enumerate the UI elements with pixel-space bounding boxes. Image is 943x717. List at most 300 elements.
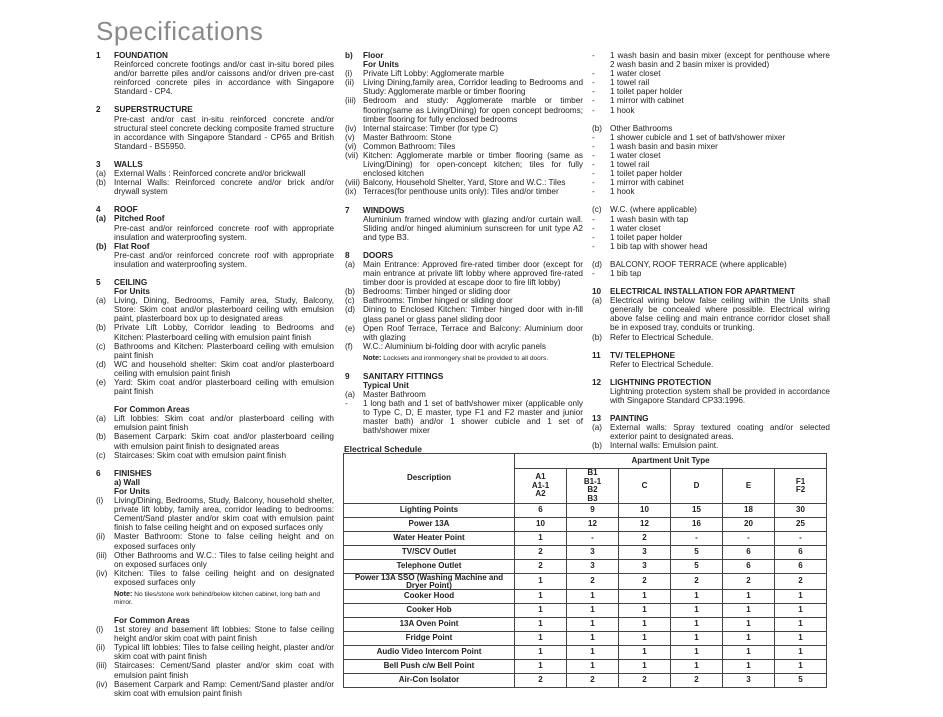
list-item (592, 233, 830, 242)
item-label: (f) (345, 341, 353, 351)
cell-value: 2 (619, 674, 671, 688)
item-text: W.C.: Aluminium bi-folding door with acrylic panels (363, 341, 546, 351)
section-number: 10 (592, 287, 602, 297)
list-item (345, 342, 583, 351)
item-label: (ii) (96, 532, 106, 542)
item-text: 1 shower cubicle and 1 set of bath/shower mixer (610, 132, 786, 142)
item-label: (v) (345, 132, 355, 142)
item-label: - (592, 160, 595, 170)
table-row (344, 660, 827, 674)
master-bathroom-continued (592, 51, 830, 115)
cell-value: 1 (515, 632, 567, 646)
unit-type-label: F1 (795, 476, 806, 486)
item-label: - (592, 87, 595, 97)
cell-value: 6 (775, 560, 827, 574)
row-description: Cooker Hob (344, 604, 515, 618)
list-item (96, 661, 334, 679)
cell-value: 1 (775, 590, 827, 604)
item-text: 1 mirror with cabinet (610, 96, 684, 106)
unit-type-label: A2 (535, 489, 546, 499)
item-label: (d) (592, 259, 603, 269)
unit-type-label: C (641, 480, 648, 490)
subheading: a) Wall (114, 477, 141, 487)
cell-value: 3 (567, 546, 619, 560)
section-number: 11 (592, 350, 601, 360)
section-number: 3 (96, 159, 101, 169)
table-row (344, 674, 827, 688)
section-foundation (96, 51, 334, 96)
section-body: Refer to Electrical Schedule. (610, 359, 714, 369)
item-label: (iii) (96, 550, 107, 560)
section-sanitary-fittings (345, 372, 583, 436)
note-text: Locksets and ironmongery shall be provided to all doors. (383, 354, 549, 362)
list-item (96, 569, 334, 587)
cell-value: 25 (775, 518, 827, 532)
column-2 (345, 51, 583, 445)
item-text: Typical lift lobbies: Tiles to false ceiling height, plaster and/or skim coat with paint finish (114, 643, 334, 662)
table-row (344, 604, 827, 618)
section-finishes (96, 469, 334, 698)
item-label: - (592, 187, 595, 197)
item-text: Dining to Enclosed Kitchen: Timber hinged door with in-fill glass panel or glass panel sliding door (363, 305, 583, 324)
list-item (345, 324, 583, 342)
section-number: 5 (96, 277, 101, 287)
item-text: Lift lobbies: Skim coat and/or plasterboard ceiling with emulsion paint finish (114, 414, 334, 433)
cell-value: 2 (515, 560, 567, 574)
section-title: WINDOWS (363, 205, 405, 215)
item-text: Bedroom and study: Agglomerate marble or timber flooring(same as Living/Dining) for open concept bedrooms; timber flooring for fully enclosed bedrooms (363, 96, 583, 124)
list-item (96, 643, 334, 661)
list-item (96, 432, 334, 450)
table-row (344, 518, 827, 532)
group-header: Apartment Unit Type (515, 454, 827, 469)
cell-value: 5 (671, 546, 723, 560)
table-row (344, 590, 827, 604)
fittings-group (592, 205, 830, 250)
list-item (345, 78, 583, 96)
section-title: Floor (363, 51, 384, 60)
cell-value: 2 (671, 574, 723, 590)
list-item (96, 178, 334, 196)
item-label: (a) (96, 414, 107, 424)
list-item (592, 69, 830, 78)
section-number: 7 (345, 205, 350, 215)
section-body: Reinforced concrete footings and/or cast in-situ bored piles and/or barrette piles and/or caissons and/or driven pre-cast reinforced concrete piles in accordance with Singapore Standard - CP4. (114, 60, 334, 97)
item-label: - (592, 169, 595, 179)
cell-value: 1 (567, 618, 619, 632)
table-row (344, 632, 827, 646)
cell-value: 2 (619, 532, 671, 546)
subheading: Typical Unit (363, 381, 409, 390)
item-label: (a) (96, 296, 107, 306)
row-description: Power 13A SSO (Washing Machine and Dryer Point) (344, 574, 515, 590)
item-label: - (592, 141, 595, 151)
cell-value: 16 (671, 518, 723, 532)
item-label: (vii) (345, 151, 359, 161)
section-number: 6 (96, 468, 101, 478)
section-number: 2 (96, 105, 101, 115)
cell-value: 6 (775, 546, 827, 560)
unit-type-header (723, 469, 775, 504)
item-text: 1 toilet paper holder (610, 169, 683, 179)
row-description: Water Heater Point (344, 532, 515, 546)
list-item (345, 390, 583, 399)
list-item (96, 378, 334, 396)
table-row (344, 504, 827, 518)
electrical-schedule-title: Electrical Schedule (344, 444, 422, 454)
table-row (344, 618, 827, 632)
spacer (96, 396, 334, 405)
item-text: Living, Dining, Bedrooms, Family area, Study, Balcony, Store: Skim coat and/or plasterboard ceiling with emulsion paint, plasterboard box up to designated areas (114, 296, 334, 324)
item-text: External Walls : Reinforced concrete and/or brickwall (114, 169, 306, 179)
item-label: (a) (96, 169, 107, 179)
cell-value: 1 (619, 604, 671, 618)
list-item (96, 532, 334, 550)
table-row (344, 646, 827, 660)
cell-value: 1 (567, 646, 619, 660)
list-item (592, 178, 830, 187)
section-body: Aluminium framed window with glazing and/or curtain wall. Sliding and/or hinged aluminium sunscreen for unit type A2 and type B3. (363, 214, 583, 242)
item-text: Balcony, Household Shelter, Yard, Store and W.C.: Tiles (363, 178, 566, 188)
item-text: Refer to Electrical Schedule. (610, 332, 714, 342)
unit-type-header (775, 469, 827, 504)
list-item (592, 242, 830, 251)
section-number: 4 (96, 205, 101, 215)
item-text: 1 water closet (610, 223, 661, 233)
cell-value: 1 (515, 604, 567, 618)
section-title: DOORS (363, 250, 394, 260)
section-heading (592, 287, 830, 296)
list-item (96, 680, 334, 698)
cell-value: 1 (619, 632, 671, 646)
row-description: 13A Oven Point (344, 618, 515, 632)
item-text: Kitchen: Tiles to false ceiling height and on designated exposed surfaces only (114, 568, 334, 587)
cell-value: 1 (515, 660, 567, 674)
cell-value: 1 (567, 660, 619, 674)
cell-value: 3 (619, 560, 671, 574)
cell-value: 12 (619, 518, 671, 532)
item-text: Common Bathroom: Tiles (363, 141, 456, 151)
list-item (345, 142, 583, 151)
list-item (592, 260, 830, 269)
cell-value: 1 (567, 590, 619, 604)
list-item (345, 151, 583, 178)
item-text: Master Bathroom: Stone (363, 132, 452, 142)
cell-value: 2 (567, 574, 619, 590)
section-heading (96, 469, 334, 478)
item-label: - (592, 132, 595, 142)
section-number: 9 (345, 371, 350, 381)
item-label: (i) (96, 496, 104, 506)
item-label: - (592, 69, 595, 79)
item-text: Master Bathroom: Stone to false ceiling height and on exposed surfaces only (114, 532, 334, 551)
row-description: TV/SCV Outlet (344, 546, 515, 560)
item-text: 1 wash basin and basin mixer (except for penthouse where 2 wash basin and 2 basin mixer is provided) (610, 51, 830, 70)
unit-type-label: B3 (587, 493, 598, 503)
section-painting (592, 414, 830, 450)
unit-type-label: A1 (535, 472, 546, 482)
cell-value: 18 (723, 504, 775, 518)
roof-subheading (96, 242, 334, 251)
list-item (592, 296, 830, 332)
list-item (592, 187, 830, 196)
item-label: (vi) (345, 141, 357, 151)
section-roof (96, 205, 334, 269)
cell-value: 1 (671, 604, 723, 618)
subheading: For Common Areas (114, 405, 190, 415)
cell-value: 2 (567, 674, 619, 688)
cell-value: 1 (567, 632, 619, 646)
list-item (96, 625, 334, 643)
cell-value: 3 (619, 546, 671, 560)
item-label: (b) (96, 323, 107, 333)
item-label: (b) (96, 432, 107, 442)
item-text: 1 water closet (610, 69, 661, 79)
table-row (344, 560, 827, 574)
cell-value: 3 (723, 674, 775, 688)
item-label: (a) (345, 259, 356, 269)
item-text: Yard: Skim coat and/or plasterboard ceiling with emulsion paint finish (114, 378, 334, 397)
section-tv-telephone (592, 351, 830, 369)
item-label: - (592, 178, 595, 188)
unit-type-header (619, 469, 671, 504)
section-heading (96, 105, 334, 114)
cell-value: 2 (723, 574, 775, 590)
item-text: Other Bathrooms (610, 123, 673, 133)
item-text: Basement Carpark and Ramp: Cement/Sand plaster and/or skim coat with emulsion paint finish (114, 679, 334, 698)
section-number: 12 (592, 377, 602, 387)
unit-type-header (671, 469, 723, 504)
item-text: Private Lift Lobby: Agglomerate marble (363, 69, 505, 79)
cell-value: 30 (775, 504, 827, 518)
cell-value: 2 (775, 574, 827, 590)
cell-value: 3 (567, 560, 619, 574)
list-item (345, 260, 583, 287)
item-label: (a) (345, 390, 356, 400)
electrical-schedule-table (343, 453, 827, 688)
item-text: Terraces(for penthouse units only): Tiles and/or timber (363, 187, 559, 197)
list-item (345, 399, 583, 435)
item-label: (d) (345, 305, 356, 315)
item-text: 1 wash basin and basin mixer (610, 141, 718, 151)
spacer (96, 607, 334, 616)
list-item (592, 441, 830, 450)
item-text: Staircases: Cement/Sand plaster and/or skim coat with emulsion paint finish (114, 661, 334, 680)
section-heading (96, 51, 334, 60)
item-label: (iv) (96, 568, 108, 578)
item-label: (iii) (345, 96, 356, 106)
cell-value: 1 (619, 660, 671, 674)
item-text: 1 hook (610, 187, 635, 197)
list-item (592, 224, 830, 233)
cell-value: 9 (567, 504, 619, 518)
section-title: SUPERSTRUCTURE (114, 105, 193, 115)
item-label: (b) (592, 332, 603, 342)
cell-value: 10 (619, 504, 671, 518)
list-item (96, 496, 334, 532)
cell-value: 1 (671, 618, 723, 632)
item-text: 1 mirror with cabinet (610, 178, 684, 188)
section-heading (592, 414, 830, 423)
item-text: Electrical wiring below false ceiling within the Units shall generally be concealed where possible. Electrical wiring above false ceiling and main entrance corridor closet shall be in exposed tray, conduits or trunking. (610, 296, 830, 333)
item-label: (e) (345, 323, 356, 333)
list-item (96, 323, 334, 341)
section-superstructure (96, 105, 334, 150)
list-item (345, 178, 583, 187)
item-label: (c) (96, 341, 106, 351)
list-item (96, 296, 334, 323)
item-label: (iv) (96, 679, 108, 689)
item-text: Bedrooms: Timber hinged or sliding door (363, 287, 511, 297)
item-label: - (592, 214, 595, 224)
item-heading: Pitched Roof (114, 214, 165, 224)
item-label: b) (345, 51, 353, 60)
list-item (96, 169, 334, 178)
cell-value: 1 (619, 590, 671, 604)
section-body: Pre-cast and/or cast in-situ reinforced concrete and/or structural steel concrete decking composite framed structure in accordance with Singapore Standard - CP65 and British Standard - BS5950. (114, 114, 334, 151)
cell-value: 1 (515, 646, 567, 660)
item-label: (b) (592, 441, 603, 451)
item-label: - (592, 78, 595, 88)
item-label: (c) (96, 450, 106, 460)
cell-value: 6 (723, 546, 775, 560)
item-label: - (592, 241, 595, 251)
item-label: (i) (96, 625, 104, 635)
unit-type-header (515, 469, 567, 504)
cell-value: 1 (723, 632, 775, 646)
cell-value: 2 (515, 546, 567, 560)
row-description: Air-Con Isolator (344, 674, 515, 688)
item-text: Private Lift Lobby, Corridor leading to Bedrooms and Kitchen: Plasterboard ceiling with emulsion paint finish (114, 323, 334, 342)
roof-subheading (96, 214, 334, 223)
list-item (592, 151, 830, 160)
fittings-group (592, 260, 830, 278)
cell-value: 1 (515, 574, 567, 590)
row-description: Fridge Point (344, 632, 515, 646)
cell-value: 12 (567, 518, 619, 532)
item-label: - (592, 105, 595, 115)
unit-type-label: B2 (587, 485, 598, 494)
cell-value: 20 (723, 518, 775, 532)
note-text: No tiles/stone work behind/below kitchen cabinet, long bath and mirror. (114, 590, 321, 606)
section-heading (345, 206, 583, 215)
list-item (345, 69, 583, 78)
section-windows (345, 206, 583, 242)
fittings-group (592, 124, 830, 197)
note (345, 354, 583, 363)
item-text: Living/Dining, Bedrooms, Study, Balcony, household shelter, private lift lobby, family area, corridor leading to bedrooms: Cement/Sand plaster and/or skim coat with emulsion paint finish to false ceiling height and on exposed surfaces only (114, 496, 334, 533)
item-text: Basement Carpark: Skim coat and/or plasterboard ceiling with emulsion paint finish to designated areas (114, 432, 334, 451)
section-heading (96, 278, 334, 287)
cell-value: 1 (775, 660, 827, 674)
cell-value: 5 (775, 674, 827, 688)
item-label: - (345, 399, 348, 409)
unit-type-label: B1-1 (583, 476, 602, 486)
item-label: - (592, 268, 595, 278)
cell-value: 10 (515, 518, 567, 532)
cell-value: 1 (723, 660, 775, 674)
item-text: Bathrooms: Timber hinged or sliding door (363, 296, 513, 306)
page-title: Specifications (96, 16, 264, 46)
item-text: Open Roof Terrace, Terrace and Balcony: Aluminium door with glazing (363, 323, 583, 342)
list-item (592, 124, 830, 133)
list-item (592, 169, 830, 178)
section-title: ROOF (114, 205, 138, 215)
cell-value: 15 (671, 504, 723, 518)
unit-type-label: E (745, 480, 752, 490)
row-description: Audio Video Intercom Point (344, 646, 515, 660)
cell-value: 2 (619, 574, 671, 590)
item-label: (b) (96, 178, 107, 188)
section-title: TV/ TELEPHONE (610, 350, 676, 360)
row-description: Lighting Points (344, 504, 515, 518)
item-text: 1 towel rail (610, 160, 650, 170)
item-text: Internal walls: Emulsion paint. (610, 441, 719, 451)
row-description: Telephone Outlet (344, 560, 515, 574)
list-item (592, 78, 830, 87)
row-description: Bell Push c/w Bell Point (344, 660, 515, 674)
section-heading (96, 205, 334, 214)
cell-value: 1 (671, 646, 723, 660)
section-title: SANITARY FITTINGS (363, 371, 444, 381)
item-label: (b) (96, 241, 107, 251)
unit-type-header (567, 469, 619, 504)
table-row (344, 546, 827, 560)
item-label: (a) (592, 423, 603, 433)
list-item (96, 342, 334, 360)
cell-value: 1 (619, 646, 671, 660)
cell-value: 1 (515, 618, 567, 632)
section-doors (345, 251, 583, 363)
floor-heading (345, 51, 583, 60)
item-text: 1 wash basin with tap (610, 214, 689, 224)
list-item (592, 423, 830, 441)
section-number: 13 (592, 414, 602, 424)
item-label: (ii) (345, 78, 355, 88)
item-text: Main Entrance: Approved fire-rated timber door (except for main entrance at private lift lobby where approved fire-rated timber door is provided at escape door to fire lift lobby) (363, 259, 583, 288)
cell-value: 1 (775, 618, 827, 632)
list-item (592, 142, 830, 151)
item-text: WC and household shelter: Skim coat and/or plasterboard ceiling with emulsion paint finish (114, 359, 334, 378)
cell-value: 1 (671, 590, 723, 604)
item-text: 1 water closet (610, 150, 661, 160)
item-label: - (592, 232, 595, 242)
row-description: Cooker Hood (344, 590, 515, 604)
section-title: LIGHTNING PROTECTION (610, 377, 711, 387)
section-body: Lightning protection system shall be provided in accordance with Singapore Standard CP33:1996. (610, 386, 830, 405)
list-item (96, 360, 334, 378)
cell-value: - (567, 532, 619, 546)
item-text: 1 toilet paper holder (610, 87, 683, 97)
note-label: Note: (363, 352, 382, 362)
item-label: (d) (96, 359, 107, 369)
item-text: 1 bib tap (610, 268, 642, 278)
cell-value: 6 (515, 504, 567, 518)
item-text: 1 hook (610, 105, 635, 115)
note (96, 590, 334, 607)
item-text: External walls: Spray textured coating and/or selected exterior paint to designated areas. (610, 423, 830, 442)
item-text: Staircases: Skim coat with emulsion paint finish (114, 450, 287, 460)
unit-type-label: F2 (795, 485, 806, 494)
section-heading (345, 372, 583, 381)
section-number: 8 (345, 250, 350, 260)
item-label: - (592, 51, 595, 60)
section-title: FINISHES (114, 468, 152, 478)
subheading: For Units (363, 60, 399, 70)
cell-value: 5 (671, 560, 723, 574)
item-label: (a) (592, 296, 603, 306)
item-text: Other Bathrooms and W.C.: Tiles to false ceiling height and on exposed surfaces only (114, 550, 334, 569)
